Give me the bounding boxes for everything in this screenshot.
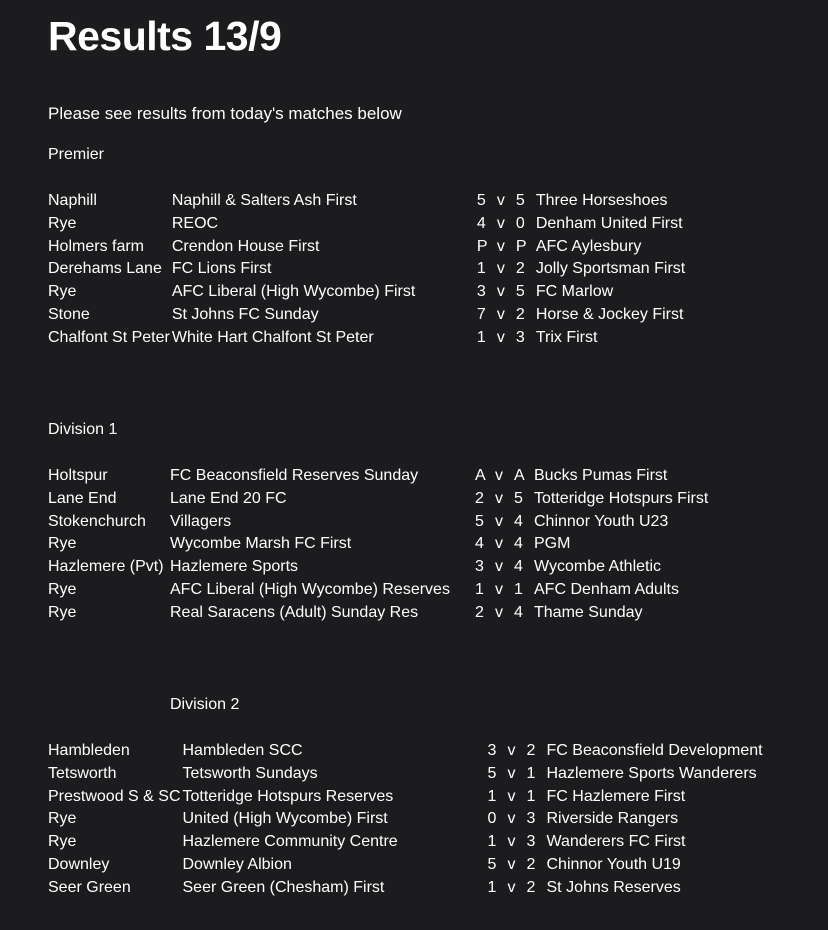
- match-home-team: Tetsworth Sundays: [182, 764, 318, 782]
- match-venue: Naphill: [48, 192, 97, 209]
- match-venue: Seer Green: [48, 878, 131, 896]
- match-away-score: 2: [526, 855, 536, 873]
- match-venue: Rye: [48, 580, 77, 598]
- match-home-score: 1: [487, 787, 497, 805]
- match-venue: Rye: [48, 214, 77, 232]
- match-versus: v: [507, 764, 516, 782]
- match-home-score: 4: [475, 535, 484, 553]
- match-venue: Prestwood S & SC: [48, 787, 181, 805]
- match-versus: v: [507, 878, 516, 896]
- match-home-score: 7: [476, 305, 486, 323]
- match-versus: v: [507, 742, 516, 759]
- match-home-team: Crendon House First: [171, 237, 320, 255]
- match-home-team: Lane End 20 FC: [170, 489, 287, 507]
- match-home-team: FC Lions First: [171, 260, 272, 278]
- match-away-team: Jolly Sportsman First: [535, 260, 686, 278]
- match-versus: v: [507, 810, 516, 828]
- match-home-team: FC Beaconsfield Reserves Sunday: [170, 467, 419, 484]
- match-away-team: Chinnor Youth U23: [534, 512, 669, 530]
- match-away-score: 2: [526, 878, 536, 896]
- match-versus: v: [496, 214, 505, 232]
- match-away-score: 2: [515, 260, 525, 278]
- match-versus: v: [496, 237, 505, 255]
- match-away-score: P: [515, 237, 527, 255]
- table-row: [47, 854, 764, 877]
- match-home-team: Wycombe Marsh FC First: [170, 535, 352, 553]
- match-home-team: St Johns FC Sunday: [171, 305, 319, 323]
- table-row: [47, 213, 686, 236]
- table-row: [47, 831, 764, 854]
- match-away-score: 3: [515, 328, 525, 346]
- match-away-score: 4: [514, 558, 523, 576]
- match-venue: Holtspur: [48, 467, 108, 484]
- match-versus: v: [495, 489, 503, 507]
- table-row: [47, 533, 709, 556]
- table-row: [47, 281, 686, 304]
- match-home-team: AFC Liberal (High Wycombe) First: [171, 283, 416, 301]
- match-home-score: 5: [475, 512, 484, 530]
- match-home-team: Hambleden SCC: [182, 742, 303, 759]
- match-home-team: White Hart Chalfont St Peter: [171, 328, 374, 346]
- match-home-team: Seer Green (Chesham) First: [182, 878, 385, 896]
- page-title: Results 13/9: [48, 13, 282, 59]
- match-versus: v: [496, 305, 505, 323]
- match-home-team: Real Saracens (Adult) Sunday Res: [170, 603, 419, 621]
- match-versus: v: [495, 512, 503, 530]
- match-away-team: Wanderers FC First: [546, 833, 686, 851]
- match-home-score: 0: [487, 810, 497, 828]
- match-home-team: Totteridge Hotspurs Reserves: [182, 787, 394, 805]
- match-away-team: Thame Sunday: [534, 603, 643, 621]
- match-venue: Chalfont St Peter: [48, 328, 170, 346]
- match-venue: Downley: [48, 855, 110, 873]
- match-away-team: Hazlemere Sports Wanderers: [546, 764, 757, 782]
- match-home-score: 2: [475, 603, 484, 621]
- match-versus: v: [496, 192, 505, 209]
- section-heading-division-2: Division 2: [170, 696, 240, 713]
- match-home-team: Hazlemere Sports: [170, 558, 299, 576]
- match-home-score: A: [475, 467, 486, 484]
- match-away-score: 0: [515, 214, 525, 232]
- match-versus: v: [495, 467, 503, 484]
- match-versus: v: [496, 260, 505, 278]
- match-away-team: AFC Denham Adults: [534, 580, 679, 598]
- match-away-score: 4: [514, 535, 523, 553]
- match-home-team: Downley Albion: [182, 855, 292, 873]
- table-row: [47, 258, 686, 281]
- table-row: [47, 327, 686, 350]
- match-away-team: Bucks Pumas First: [534, 467, 668, 484]
- match-home-team: AFC Liberal (High Wycombe) Reserves: [170, 580, 450, 598]
- table-row: [47, 304, 686, 327]
- table-row: [47, 763, 764, 786]
- section-heading-division-1: Division 1: [48, 421, 118, 438]
- match-away-score: 5: [514, 489, 523, 507]
- match-home-score: 2: [475, 489, 484, 507]
- match-venue: Hazlemere (Pvt): [48, 558, 164, 576]
- match-versus: v: [495, 535, 503, 553]
- match-venue: Tetsworth: [48, 764, 117, 782]
- match-home-score: 5: [487, 764, 497, 782]
- match-home-score: 1: [476, 260, 486, 278]
- match-versus: v: [507, 787, 516, 805]
- match-away-score: A: [514, 467, 525, 484]
- match-venue: Derehams Lane: [48, 260, 162, 278]
- match-away-team: FC Beaconsfield Development: [546, 742, 763, 759]
- table-row: [47, 236, 686, 259]
- match-away-team: AFC Aylesbury: [535, 237, 642, 255]
- match-venue: Holmers farm: [48, 237, 145, 255]
- match-away-score: 2: [526, 742, 536, 759]
- match-home-score: 3: [476, 283, 486, 301]
- match-away-score: 4: [514, 603, 523, 621]
- match-venue: Hambleden: [48, 742, 130, 759]
- match-versus: v: [496, 328, 505, 346]
- table-row: [47, 786, 764, 809]
- table-row: [47, 602, 709, 625]
- match-venue: Stokenchurch: [48, 512, 146, 530]
- match-home-score: 5: [487, 855, 497, 873]
- table-row: [47, 511, 709, 534]
- match-away-team: Trix First: [535, 328, 598, 346]
- match-home-score: 5: [476, 192, 486, 209]
- match-versus: v: [496, 283, 505, 301]
- match-away-team: St Johns Reserves: [546, 878, 681, 896]
- table-row: [47, 877, 764, 900]
- match-versus: v: [495, 558, 503, 576]
- results-table-division-2: [47, 740, 764, 900]
- match-away-team: Horse & Jockey First: [535, 305, 684, 323]
- intro-text: Please see results from today's matches below: [48, 104, 402, 123]
- match-away-team: Riverside Rangers: [546, 810, 679, 828]
- table-row: [47, 190, 686, 213]
- match-venue: Rye: [48, 535, 77, 553]
- match-home-team: Naphill & Salters Ash First: [171, 192, 357, 209]
- match-away-score: 5: [515, 283, 525, 301]
- match-home-score: 4: [476, 214, 486, 232]
- match-away-score: 1: [526, 764, 536, 782]
- match-versus: v: [507, 833, 516, 851]
- results-table-division-1: [47, 465, 709, 625]
- match-home-team: Hazlemere Community Centre: [182, 833, 398, 851]
- match-home-score: 3: [475, 558, 484, 576]
- match-home-team: REOC: [171, 214, 219, 232]
- match-away-team: PGM: [534, 535, 571, 553]
- match-versus: v: [495, 603, 503, 621]
- match-away-team: Three Horseshoes: [535, 192, 668, 209]
- match-versus: v: [507, 855, 516, 873]
- match-venue: Rye: [48, 810, 77, 828]
- match-away-score: 5: [515, 192, 525, 209]
- match-away-score: 1: [526, 787, 536, 805]
- match-away-team: Wycombe Athletic: [534, 558, 662, 576]
- table-row: [47, 740, 764, 763]
- match-home-score: 1: [487, 878, 497, 896]
- match-home-score: 1: [487, 833, 497, 851]
- match-away-score: 1: [514, 580, 523, 598]
- section-heading-premier: Premier: [48, 146, 105, 163]
- results-table-premier: [47, 190, 686, 350]
- match-home-score: 3: [487, 742, 497, 759]
- match-venue: Rye: [48, 833, 77, 851]
- match-home-team: Villagers: [170, 512, 232, 530]
- match-home-score: P: [476, 237, 488, 255]
- match-home-team: United (High Wycombe) First: [182, 810, 388, 828]
- match-home-score: 1: [475, 580, 484, 598]
- table-row: [47, 579, 709, 602]
- match-away-team: Denham United First: [535, 214, 683, 232]
- match-away-team: Chinnor Youth U19: [546, 855, 681, 873]
- table-row: [47, 556, 709, 579]
- match-home-score: 1: [476, 328, 486, 346]
- match-venue: Stone: [48, 305, 90, 323]
- table-row: [47, 808, 764, 831]
- match-venue: Lane End: [48, 489, 117, 507]
- match-venue: Rye: [48, 283, 77, 301]
- match-away-score: 2: [515, 305, 525, 323]
- match-venue: Rye: [48, 603, 77, 621]
- match-away-score: 4: [514, 512, 523, 530]
- match-away-team: FC Marlow: [535, 283, 614, 301]
- match-versus: v: [495, 580, 503, 598]
- match-away-team: Totteridge Hotspurs First: [534, 489, 709, 507]
- match-away-score: 3: [526, 833, 536, 851]
- match-away-score: 3: [526, 810, 536, 828]
- match-away-team: FC Hazlemere First: [546, 787, 686, 805]
- table-row: [47, 465, 709, 488]
- table-row: [47, 488, 709, 511]
